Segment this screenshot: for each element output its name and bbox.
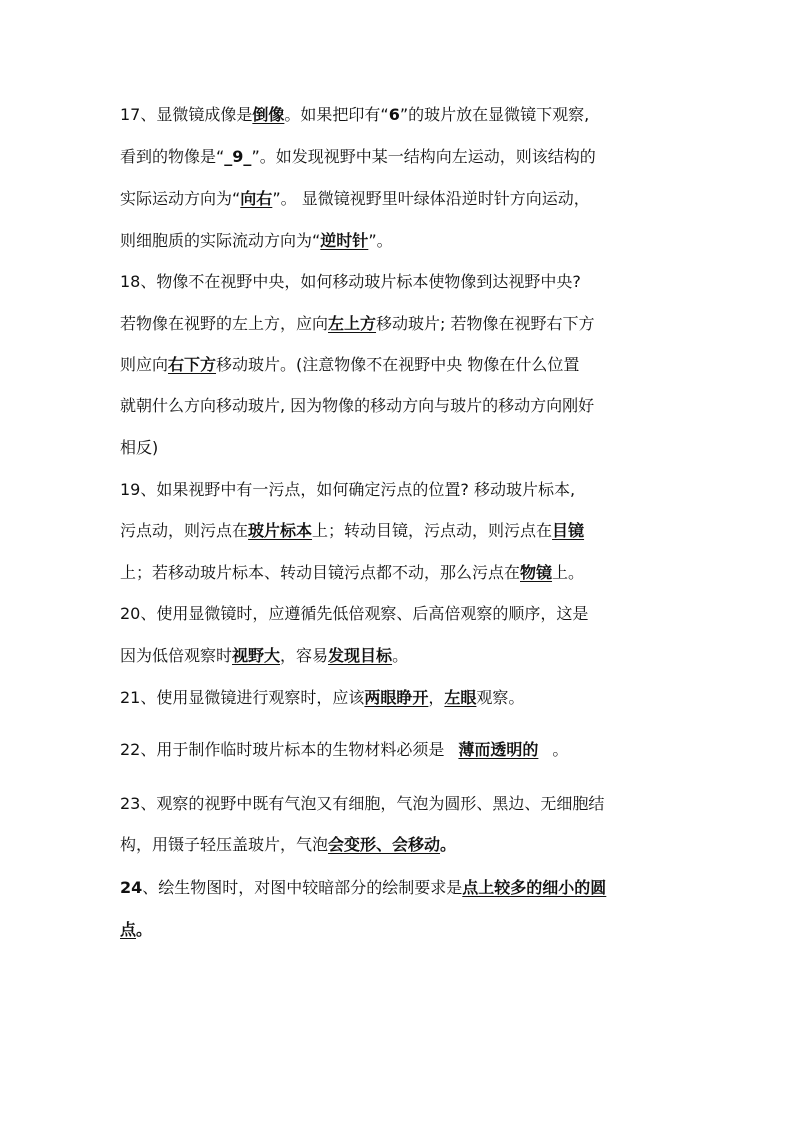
q17-answer-counterclockwise: 逆时针 (320, 231, 369, 250)
q23-text: 构，用镊子轻压盖玻片，气泡 (120, 835, 329, 854)
q18-answer-upper-left: 左上方 (328, 314, 377, 333)
q20-text: ，容易 (280, 646, 329, 665)
q20-line-1: 20、使用显微镜时，应遵循先低倍观察、后高倍观察的顺序，这是 (120, 604, 589, 623)
q19-answer-slide: 玻片标本 (248, 521, 313, 540)
q20-text: 。 (392, 646, 409, 665)
q17-text: ”。如发现视野中某一结构向左运动，则该结构的 (251, 147, 596, 166)
q20-answer-find-target: 发现目标 (328, 646, 393, 665)
q17-text: 17、显微镜成像是 (120, 105, 253, 124)
q18-line-1: 18、物像不在视野中央，如何移动玻片标本使物像到达视野中央? (120, 272, 581, 291)
q24-line-1 (120, 877, 606, 899)
q17-text: 则细胞质的实际流动方向为“ (120, 231, 321, 250)
q17-digit-6: 6 (388, 105, 400, 124)
q22-line-1 (120, 739, 568, 761)
q19-text: 污点动，则污点在 (120, 521, 249, 540)
q24-text: 。 (136, 920, 153, 939)
q20-text: 因为低倍观察时 (120, 646, 233, 665)
q22-text: 。 (552, 740, 569, 759)
q17-text: 实际运动方向为“ (120, 189, 241, 208)
q24-answer-dots-end: 点 (120, 920, 137, 939)
q19-answer-objective: 物镜 (520, 563, 553, 582)
q21-line-1 (120, 687, 524, 709)
q20-line-2 (120, 645, 408, 667)
q24-answer-dots: 点上较多的细小的圆 (462, 878, 607, 897)
q19-text: 上；若移动玻片标本、转动目镜污点都不动，那么污点在 (120, 563, 521, 582)
q18-text: 则应向 (120, 355, 169, 374)
q18-text: 移动玻片。(注意物像不在视野中央 物像在什么位置 (216, 355, 580, 374)
q24-number: 24 (120, 878, 143, 897)
q19-text: 上。 (552, 563, 585, 582)
q17-text: 。如果把印有“ (284, 105, 389, 124)
q18-text: 移动玻片; 若物像在视野右下方 (376, 314, 595, 333)
q19-line-1: 19、如果视野中有一污点，如何确定污点的位置? 移动玻片标本, (120, 480, 576, 499)
q17-text: ”。 (368, 231, 393, 250)
q18-answer-lower-right: 右下方 (168, 355, 217, 374)
q24-line-2 (120, 919, 152, 941)
q24-text: 、绘生物图时，对图中较暗部分的绘制要求是 (142, 878, 463, 897)
q23-line-1: 23、观察的视野中既有气泡又有细胞，气泡为圆形、黑边、无细胞结 (120, 794, 605, 813)
q19-line-3 (120, 562, 584, 584)
q17-answer-right: 向右 (240, 189, 273, 208)
q18-line-5: 相反) (120, 438, 159, 457)
q17-line-2 (120, 146, 596, 168)
q21-answer-left-eye: 左眼 (444, 688, 477, 707)
q21-answer-both-eyes-open: 两眼睁开 (364, 688, 429, 707)
q19-text: 上；转动目镜，污点动，则污点在 (312, 521, 553, 540)
q17-answer-9: _9_ (224, 147, 252, 166)
q23-line-2 (120, 834, 456, 856)
q23-answer-deform-move: 会变形、会移动 (328, 835, 441, 854)
q17-answer-inverted-image: 倒像 (252, 105, 285, 124)
q19-line-2 (120, 520, 584, 542)
q19-answer-eyepiece: 目镜 (552, 521, 585, 540)
q17-line-4 (120, 230, 393, 252)
q17-line-3 (120, 188, 590, 210)
q18-line-4: 就朝什么方向移动玻片, 因为物像的移动方向与玻片的移动方向刚好 (120, 396, 595, 415)
q22-answer-thin-transparent: 薄而透明的 (458, 740, 539, 759)
q17-line-1 (120, 104, 589, 126)
q21-text: 观察。 (476, 688, 525, 707)
q17-text: ”。 显微镜视野里叶绿体沿逆时针方向运动， (272, 189, 590, 208)
q22-text: 22、用于制作临时玻片标本的生物材料必须是 (120, 740, 445, 759)
q23-text: 。 (440, 835, 457, 854)
q21-text: ， (428, 688, 445, 707)
q18-line-2 (120, 313, 595, 335)
q21-text: 21、使用显微镜进行观察时，应该 (120, 688, 365, 707)
q17-text: 看到的物像是“ (120, 147, 225, 166)
q17-text: ”的玻片放在显微镜下观察, (399, 105, 590, 124)
q18-text: 若物像在视野的左上方，应向 (120, 314, 329, 333)
q20-answer-large-field: 视野大 (232, 646, 281, 665)
q18-line-3 (120, 354, 579, 376)
